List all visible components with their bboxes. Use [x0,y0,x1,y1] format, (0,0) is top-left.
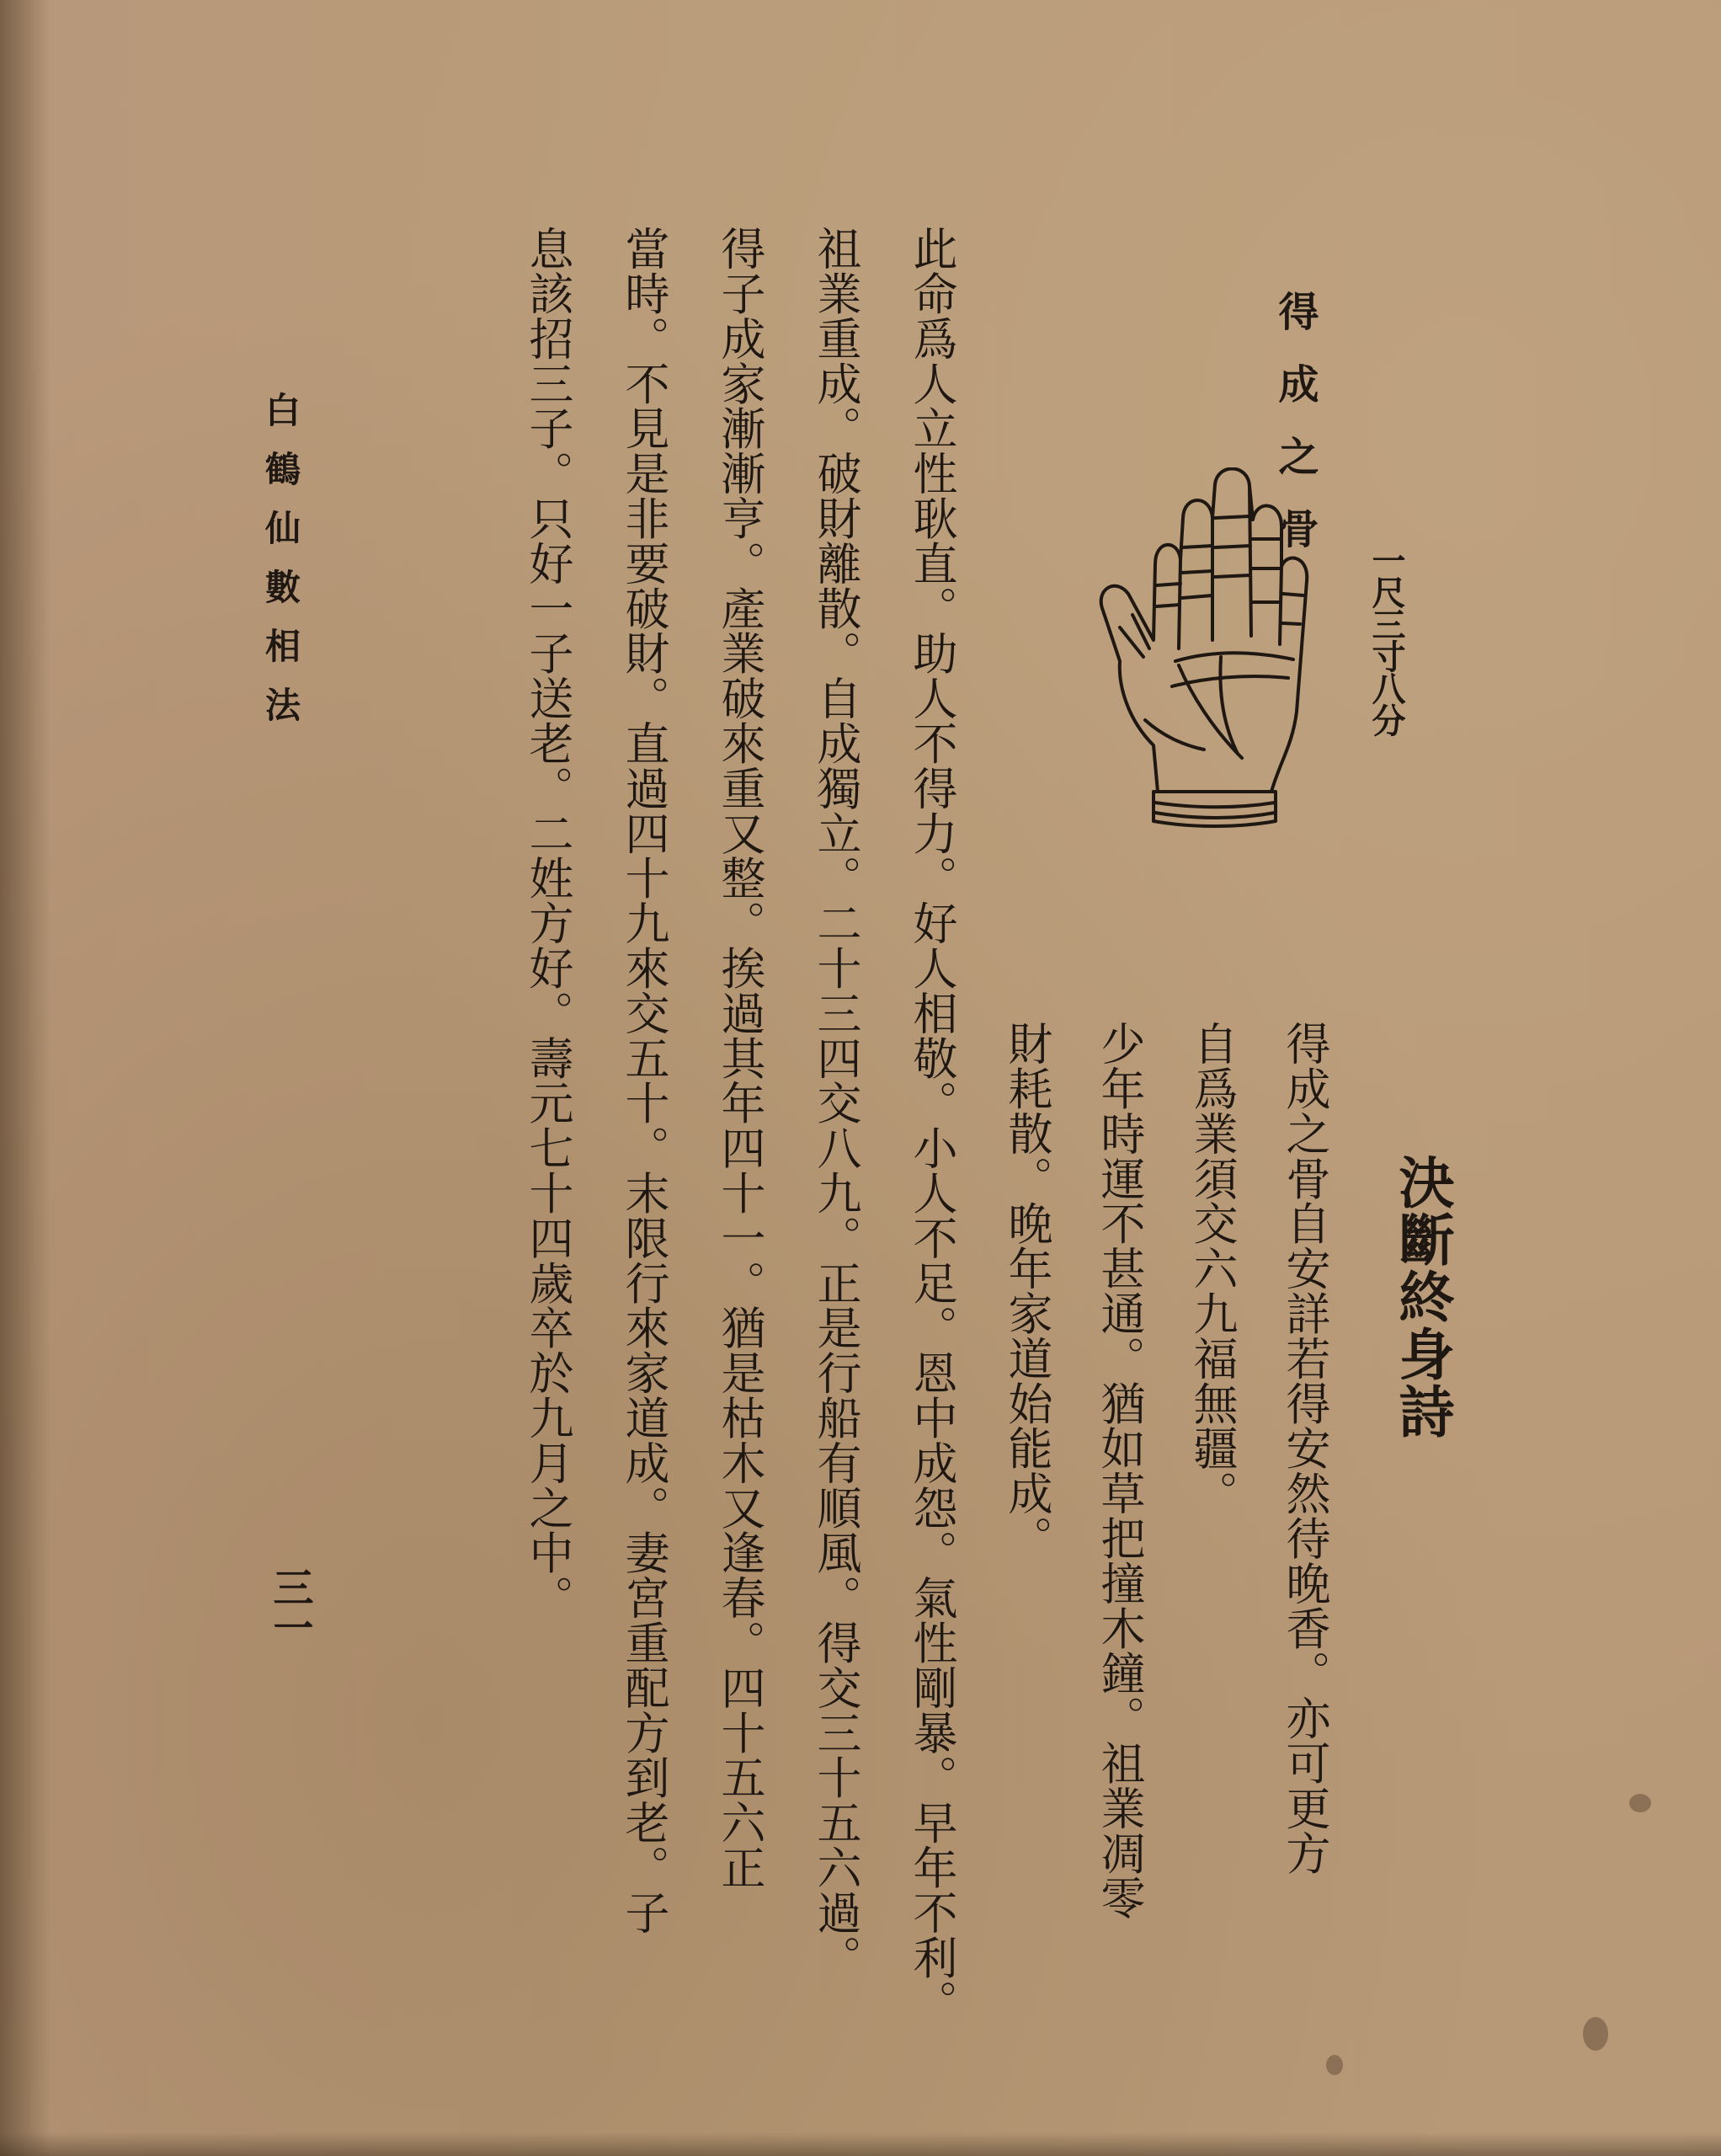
prose-line-5: 息該招三子。只好一子送老。二姓方好。壽元七十四歲卒於九月之中。 [522,226,573,1620]
prose-line-4: 當時。不見是非要破財。直過四十九來交五十。末限行來家道成。妻宮重配方到老。子 [618,226,669,1935]
prose-line-1: 此命爲人立性耿直。助人不得力。好人相敬。小人不足。恩中成怨。氣性剛暴。早年不利。 [906,226,957,2025]
paper-stain [1326,2055,1343,2075]
measurement-label: 一尺三寸八分 [1367,543,1406,735]
poem-title: 決斷終身詩 [1389,1154,1455,1440]
poem-line-4: 財耗散。晚年家道始能成。 [1001,1021,1052,1561]
prose-line-2: 祖業重成。破財離散。自成獨立。二十三四交八九。正是行船有順風。得交三十五六過。 [810,226,861,1980]
paper-stain [1583,2017,1608,2051]
prose-line-3: 得子成家漸漸亨。產業破來重又整。挨過其年四十一。猶是枯木又逢春。四十五六正 [714,226,765,1890]
page-number: 三一 [266,1566,313,1647]
poem-line-2: 自爲業須交六九福無疆。 [1186,1021,1238,1516]
poem-line-1: 得成之骨自安詳若得安然待晚香。亦可更方 [1279,1021,1330,1876]
palm-hand-illustration [1095,467,1322,851]
paper-stain [1629,1794,1651,1812]
section-heading: 得成之骨 [1271,291,1319,580]
running-head: 白鶴仙數相法 [260,392,301,745]
poem-line-3: 少年時運不甚通。猶如草把撞木鐘。祖業凋零 [1094,1021,1145,1920]
